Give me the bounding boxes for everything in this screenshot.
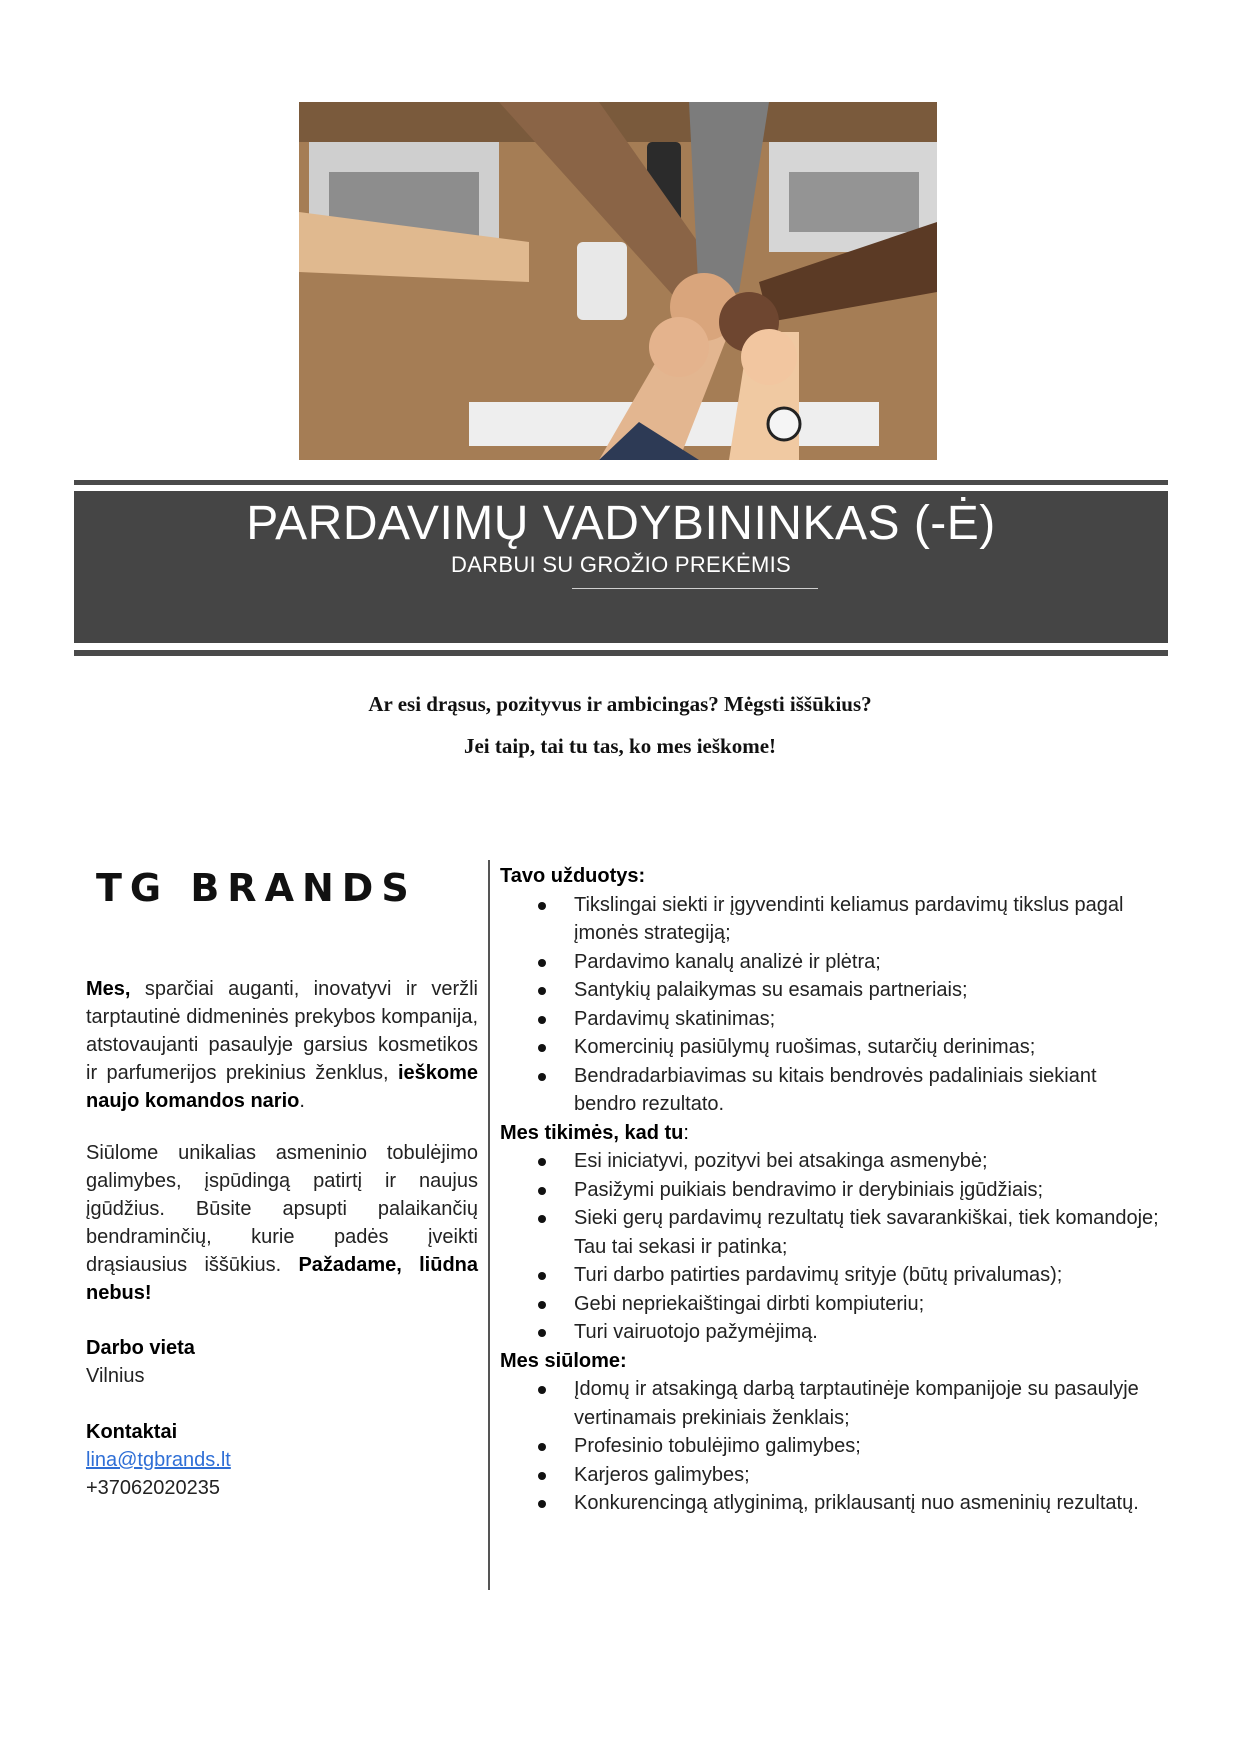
tasks-list [500,891,1160,1119]
list-item: Turi darbo patirties pardavimų srityje (būtų privalumas); [500,1261,1160,1290]
description-lead: Mes, [86,978,131,1000]
intro-answer: Jei taip, tai tu tas, ko mes ieškome! [463,734,777,758]
job-title: PARDAVIMŲ VADYBININKAS (-Ė) [246,497,996,550]
description-emphasis: ieškome naujo komandos nario [86,1062,478,1112]
workplace-value: Vilnius [86,1365,145,1387]
workplace-label: Darbo vieta [86,1337,195,1359]
list-item: Pasižymi puikiais bendravimo ir derybiniais įgūdžiais; [500,1176,1160,1205]
description-end: . [299,1090,305,1112]
expectations-title-colon: : [683,1121,689,1144]
intro-question: Ar esi drąsus, pozityvus ir ambicingas? Mėgsti iššūkius? [368,692,872,716]
list-item: Santykių palaikymas su esamais partneriais; [500,976,1160,1005]
list-item: Konkurencingą atlyginimą, priklausantį nuo asmeninių rezultatų. [500,1489,1160,1518]
offer-description [86,1139,478,1307]
list-item: Bendradarbiavimas su kitais bendrovės padaliniais siekiant bendro rezultato. [500,1062,1160,1119]
offer-emphasis: Pažadame, liūdna nebus! [86,1254,478,1304]
expectations-title [500,1119,1160,1148]
header-photo [299,102,937,460]
company-description [86,975,478,1115]
title-banner [74,491,1168,643]
offer-title: Mes siūlome: [500,1349,627,1372]
offer-body: Siūlome unikalias asmeninio tobulėjimo galimybes, įspūdingą patirtį ir naujus įgūdžius. Būsite apsupti palaikančių bendraminčių, kurie padės įveikti drąsiausius iššūkius. [86,1142,478,1276]
list-item: Sieki gerų pardavimų rezultatų tiek savarankiškai, tiek komandoje; Tau tai sekasi ir patinka; [500,1204,1160,1261]
banner-bottom-rule [74,650,1168,656]
expectations-list [500,1147,1160,1347]
description-body: sparčiai auganti, inovatyvi ir veržli tarptautinė didmeninės prekybos kompanija, atstovaujanti pasaulyje garsius kosmetikos ir parfumerijos prekinius ženklus, [86,978,478,1084]
offer-list [500,1375,1160,1518]
job-subtitle: DARBUI SU GROŽIO PREKĖMIS [451,552,791,577]
expectations-title-text: Mes tikimės, kad tu [500,1121,684,1144]
list-item: Tikslingai siekti ir įgyvendinti keliamus pardavimų tikslus pagal įmonės strategiją; [500,891,1160,948]
contact-phone: +37062020235 [86,1477,221,1499]
subtitle-underline [572,588,818,589]
list-item: Gebi nepriekaištingai dirbti kompiuteriu; [500,1290,1160,1319]
list-item: Pardavimų skatinimas; [500,1005,1160,1034]
tasks-title: Tavo užduotys: [500,865,646,887]
list-item: Karjeros galimybes; [500,1461,1160,1490]
banner-top-rule [74,480,1168,485]
list-item: Komercinių pasiūlymų ruošimas, sutarčių derinimas; [500,1033,1160,1062]
job-details [500,862,1160,1518]
list-item: Esi iniciatyvi, pozityvi bei atsakinga asmenybė; [500,1147,1160,1176]
contacts-label: Kontaktai [86,1421,178,1443]
list-item: Įdomų ir atsakingą darbą tarptautinėje kompanijoje su pasaulyje vertinamais prekiniais ženklais; [500,1375,1160,1432]
list-item: Turi vairuotojo pažymėjimą. [500,1318,1160,1347]
list-item: Profesinio tobulėjimo galimybes; [500,1432,1160,1461]
contact-email-link[interactable]: lina@tgbrands.lt [86,1449,231,1471]
list-item: Pardavimo kanalų analizė ir plėtra; [500,948,1160,977]
column-divider [488,860,490,1590]
company-logo: TG BRANDS [96,866,417,910]
